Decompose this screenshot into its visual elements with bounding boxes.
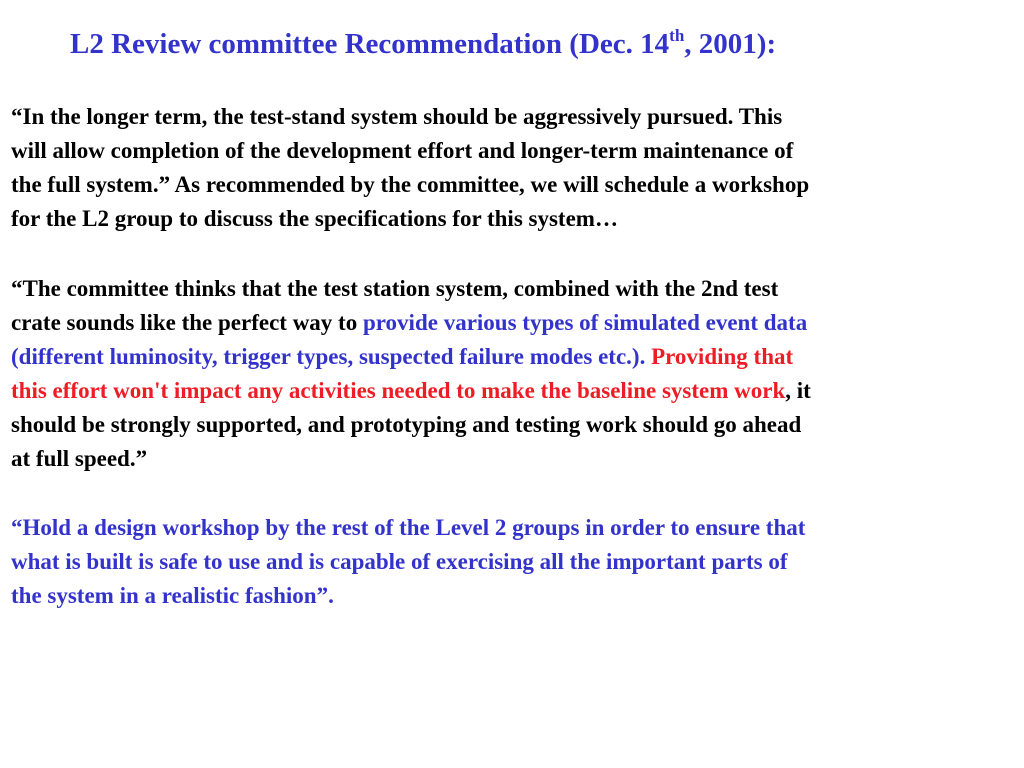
text-segment: crate sounds like the perfect way to [11,310,363,335]
title-tail: , 2001): [684,28,777,60]
paragraph-line: “In the longer term, the test-stand system should be aggressively pursued. This [11,104,783,129]
highlight-blue-text: (different luminosity, trigger types, suspected failure modes etc.). [11,344,646,369]
highlight-red-text: Providing that [645,344,794,369]
title-main: L2 Review committee Recommendation (Dec. 14 [70,28,670,60]
paragraph-line: the full system.” As recommended by the committee, we will schedule a workshop [11,172,810,197]
paragraph-line: the system in a realistic fashion”. [11,583,334,608]
paragraph-test-stand-quote [11,100,1016,236]
paragraph-line [11,374,1016,408]
text-segment: , it [785,378,811,403]
paragraph-line [11,306,1016,340]
paragraph-line: should be strongly supported, and prototyping and testing work should go ahead [11,412,802,437]
paragraph-line [11,340,1016,374]
paragraph-line: what is built is safe to use and is capable of exercising all the important parts of [11,549,788,574]
highlight-blue-text: provide various types of simulated event data [362,310,808,335]
title-superscript: th [669,26,685,45]
paragraph-line: at full speed.” [11,446,148,471]
highlight-red-text: this effort won't impact any activities needed to make the baseline system work [11,378,786,403]
paragraph-line: “Hold a design workshop by the rest of the Level 2 groups in order to ensure that [11,515,806,540]
paragraph-design-workshop-quote [11,511,1016,613]
paragraph-line: for the L2 group to discuss the specifications for this system… [11,206,618,231]
paragraph-line: will allow completion of the development effort and longer-term maintenance of [11,138,794,163]
paragraph-test-station-quote [11,272,1016,476]
paragraph-line: “The committee thinks that the test station system, combined with the 2nd test [11,276,779,301]
slide-title [70,26,776,62]
